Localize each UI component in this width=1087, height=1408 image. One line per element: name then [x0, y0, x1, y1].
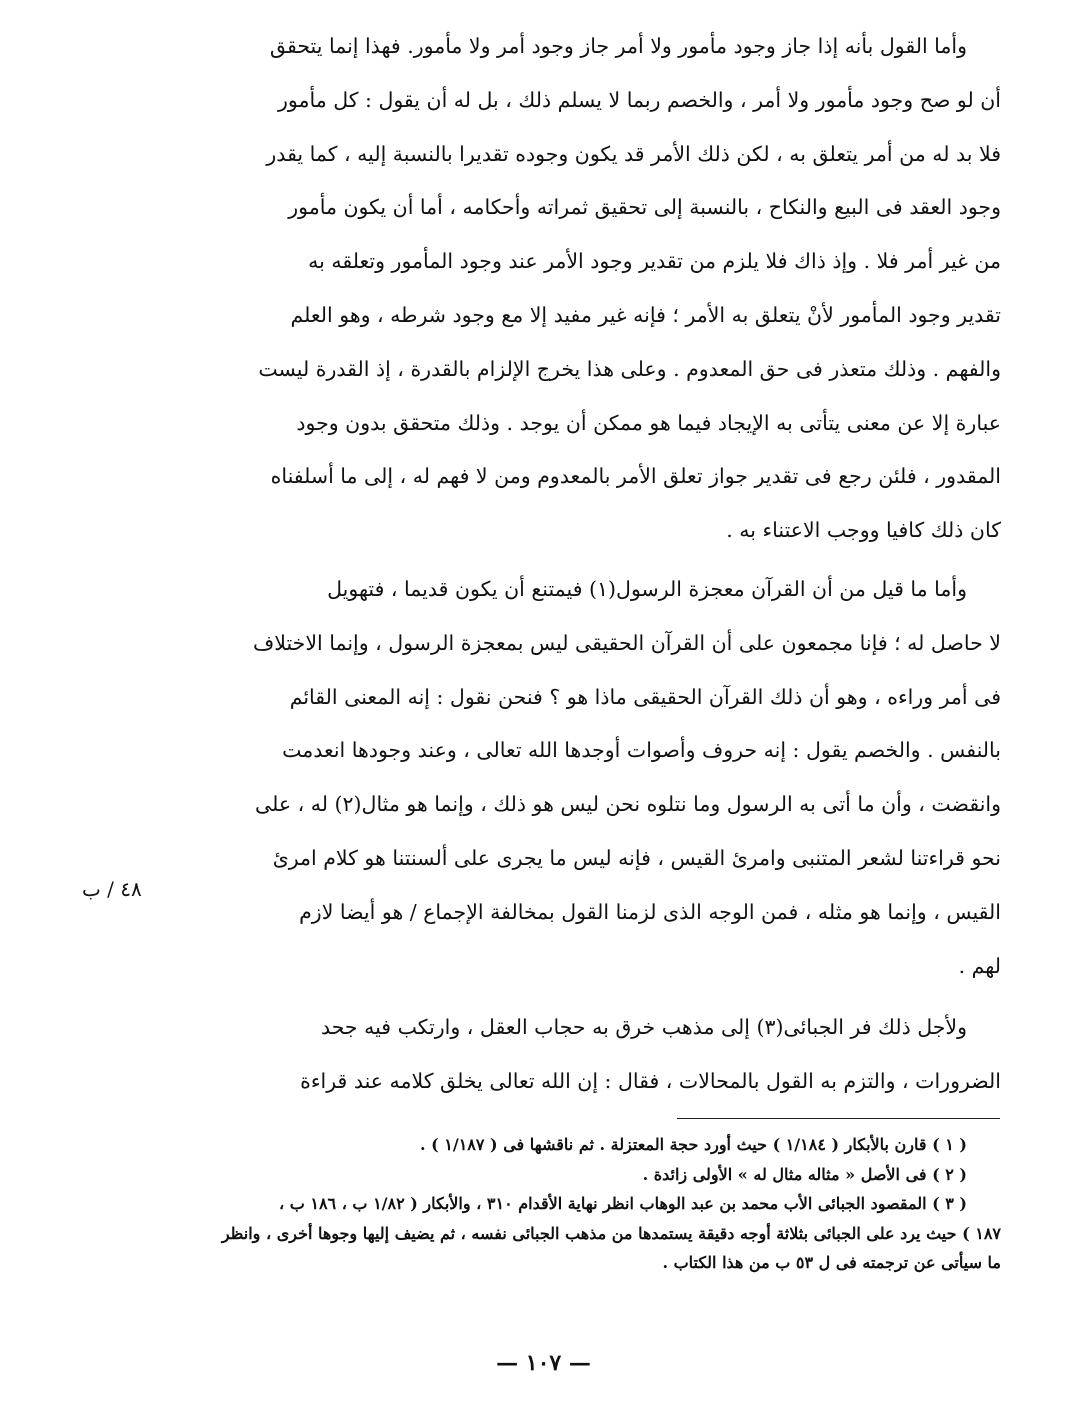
text-line: وأما ما قيل من أن القرآن معجزة الرسول(١) فيمتنع أن يكون قديما ، فتهويل	[327, 577, 967, 601]
text-line: القيس ، وإنما هو مثله ، فمن الوجه الذى لزمنا القول بمخالفة الإجماع / هو أيضا لازم	[299, 899, 1001, 924]
footnote-1: ( ١ ) قارن بالأبكار ( ١/١٨٤ ) حيث أورد حجة المعتزلة . ثم ناقشها فى ( ١/١٨٧ ) .	[419, 1135, 967, 1154]
page-number: — ١٠٧ —	[496, 1350, 591, 1376]
text-line: والفهم . وذلك متعذر فى حق المعدوم . وعلى هذا يخرج الإلزام بالقدرة ، إذ القدرة ليست	[258, 356, 1001, 381]
text-line: الضرورات ، والتزم به القول بالمحالات ، فقال : إن الله تعالى يخلق كلامه عند قراءة	[300, 1068, 1001, 1093]
text-line: عبارة إلا عن معنى يتأتى به الإيجاد فيما هو ممكن أن يوجد . وذلك متحقق بدون وجود	[296, 410, 1001, 435]
text-line: تقدير وجود المأمور لأنْ يتعلق به الأمر ؛ فإنه غير مفيد إلا مع وجود شرطه ، وهو العلم	[290, 302, 1001, 327]
text-line: ولأجل ذلك فر الجبائى(٣) إلى مذهب خرق به حجاب العقل ، وارتكب فيه جحد	[320, 1015, 967, 1039]
footnote-2: ( ٢ ) فى الأصل « مثاله مثال له » الأولى زائدة .	[642, 1164, 967, 1184]
body-paragraph-1	[161, 20, 1001, 558]
text-line: فى أمر وراءه ، وهو أن ذلك القرآن الحقيقى ماذا هو ؟ فنحن نقول : إنه المعنى القائم	[289, 684, 1001, 709]
text-line: بالنفس . والخصم يقول : إنه حروف وأصوات أوجدها الله تعالى ، وعند وجودها انعدمت	[282, 738, 1001, 763]
footnotes	[161, 1130, 1001, 1278]
text-line: وأما القول بأنه إذا جاز وجود مأمور ولا أمر جاز وجود أمر ولا مأمور. فهذا إنما يتحقق	[269, 34, 967, 58]
text-line: فلا بد له من أمر يتعلق به ، لكن ذلك الأمر قد يكون وجوده تقديرا بالنسبة إليه ، كما يقدر	[266, 141, 1001, 166]
text-line: أن لو صح وجود مأمور ولا أمر ، والخصم ربما لا يسلم ذلك ، بل له أن يقول : كل مأمور	[278, 87, 1001, 112]
footnote-3-continuation: ١٨٧ ) حيث يرد على الجبائى بثلاثة أوجه دقيقة يستمدها من مذهب الجبائى نفسه ، ثم يضيف إليها وجوها أخرى ، وانظر	[221, 1223, 1001, 1243]
footnote-3-continuation: ما سيأتى عن ترجمته فى ل ٥٣ ب من هذا الكتاب .	[662, 1253, 1001, 1272]
text-line: المقدور ، فلئن رجع فى تقدير جواز تعلق الأمر بالمعدوم ومن لا فهم له ، إلى ما أسلفناه	[270, 464, 1001, 489]
body-paragraph-2	[161, 563, 1001, 993]
text-line: كان ذلك كافيا ووجب الاعتناء به .	[726, 518, 1001, 543]
text-line: لهم .	[958, 953, 1001, 978]
text-line: وانقضت ، وأن ما أتى به الرسول وما نتلوه نحن ليس هو ذلك ، وإنما هو مثال(٢) له ، على	[255, 792, 1001, 817]
body-paragraph-3	[161, 1001, 1001, 1109]
text-line: وجود العقد فى البيع والنكاح ، بالنسبة إلى تحقيق ثمراته وأحكامه ، أما أن يكون مأمور	[288, 195, 1001, 220]
text-line: نحو قراءتنا لشعر المتنبى وامرئ القيس ، فإنه ليس ما يجرى على ألسنتنا هو كلام امرئ	[272, 845, 1001, 870]
text-line: لا حاصل له ؛ فإنا مجمعون على أن القرآن الحقيقى ليس بمعجزة الرسول ، وإنما الاختلاف	[252, 630, 1001, 655]
text-line: من غير أمر فلا . وإذ ذاك فلا يلزم من تقدير وجود الأمر عند وجود المأمور وتعلقه به	[308, 249, 1001, 274]
footnote-divider	[677, 1118, 1000, 1119]
margin-folio-note: ٤٨ / ب	[82, 877, 142, 901]
footnote-3: ( ٣ ) المقصود الجبائى الأب محمد بن عبد الوهاب انظر نهاية الأقدام ٣١٠ ، والأبكار ( ١/٨٢ ب ، ١٨٦ ب ،	[278, 1194, 967, 1213]
